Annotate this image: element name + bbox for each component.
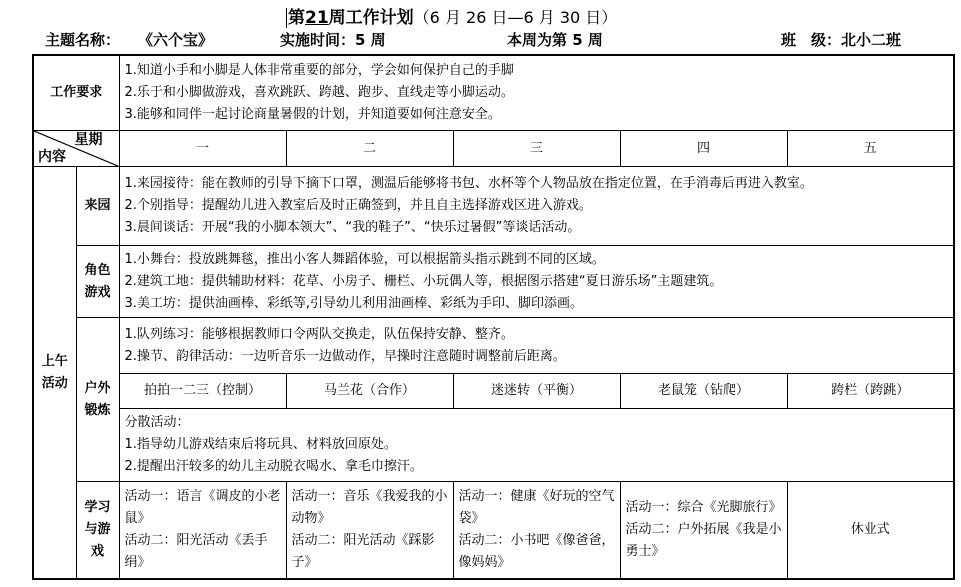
outdoor-content <box>119 318 954 373</box>
learning-tue <box>286 481 453 579</box>
text-cursor <box>286 8 287 28</box>
outdoor-row <box>33 318 954 373</box>
arrival-item: 2.个别指导：提醒幼儿进入教室后及时正确签到，并且自主选择游戏区进入游戏。 <box>124 198 592 214</box>
day-header-fri: 五 <box>787 131 954 167</box>
day-header-thu: 四 <box>620 131 787 167</box>
morning-activities-label <box>33 167 76 579</box>
learning-row <box>33 481 954 579</box>
learning-activity-1: 活动一：语言《调皮的小老鼠》 <box>124 488 281 526</box>
outdoor-daily-row <box>33 373 954 408</box>
page-title <box>286 3 617 28</box>
outdoor-label-line2: 锻炼 <box>84 402 111 418</box>
requirements-content <box>119 55 954 131</box>
week-number: 21 <box>305 8 329 28</box>
requirement-item: 1.知道小手和小脚是人体非常重要的部分，学会如何保护自己的手脚 <box>124 63 514 79</box>
day-header-tue: 二 <box>286 131 453 167</box>
role-play-item: 2.建筑工地：提供辅助材料：花草、小房子、栅栏、小玩偶人等，根据图示搭建“夏日游乐场”主题建筑。 <box>124 273 723 289</box>
learning-fri: 休业式 <box>787 481 954 579</box>
current-week: 本周为第 5 周 <box>507 31 603 49</box>
title-prefix: 第 <box>288 8 305 28</box>
outdoor-daily-mon: 拍拍一二三（控制） <box>119 373 286 408</box>
learning-label <box>76 481 119 579</box>
weekly-plan-table <box>32 54 955 580</box>
role-play-label-line1: 角色 <box>84 262 111 278</box>
duration: 实施时间：5 周 <box>280 31 386 49</box>
morning-label-line1: 上午 <box>41 353 68 369</box>
corner-weekday-label: 星期 <box>74 132 103 149</box>
scattered-row <box>33 409 954 482</box>
corner-diagonal-cell <box>33 131 119 167</box>
scattered-item: 分散活动： <box>124 414 190 430</box>
learning-activity-2: 活动二：阳光活动《踩影子》 <box>291 532 435 570</box>
theme-label: 主题名称： <box>45 31 121 49</box>
class-info: 班 级：北小二班 <box>781 31 902 49</box>
arrival-item: 3.晨间谈话：开展“我的小脚本领大”、“我的鞋子”、“快乐过暑假”等谈话活动。 <box>124 220 581 236</box>
learning-activity-1: 活动一：健康《好玩的空气袋》 <box>458 488 615 526</box>
day-header-mon: 一 <box>119 131 286 167</box>
days-header-row <box>33 131 954 167</box>
learning-thu <box>620 481 787 579</box>
arrival-label: 来园 <box>76 167 119 246</box>
outdoor-label-line1: 户外 <box>84 380 111 396</box>
requirement-item: 3.能够和同伴一起讨论商量暑假的计划，并知道要如何注意安全。 <box>124 107 501 123</box>
role-play-item: 3.美工坊：提供油画棒、彩纸等,引导幼儿利用油画棒、彩纸为手印、脚印添画。 <box>124 295 584 311</box>
learning-label-line2: 与游 <box>84 521 111 537</box>
requirement-item: 2.乐于和小脚做游戏，喜欢跳跃、跨越、跑步、直线走等小脚运动。 <box>124 85 514 101</box>
learning-label-line3: 戏 <box>91 543 105 559</box>
learning-activity-2: 活动二：阳光活动《丢手绢》 <box>124 532 268 570</box>
outdoor-daily-fri: 跨栏（跨跳） <box>787 373 954 408</box>
arrival-row <box>33 167 954 246</box>
date-range: （6 月 26 日—6 月 30 日） <box>413 8 618 27</box>
role-play-row <box>33 245 954 318</box>
day-header-wed: 三 <box>453 131 620 167</box>
outdoor-item: 2.操节、韵律活动：一边听音乐一边做动作，早操时注意随时调整前后距离。 <box>124 348 566 364</box>
requirements-row <box>33 55 954 131</box>
requirements-label: 工作要求 <box>33 55 119 131</box>
arrival-content <box>119 167 954 246</box>
role-play-label <box>76 245 119 318</box>
learning-wed <box>453 481 620 579</box>
scattered-item: 1.指导幼儿游戏结束后将玩具、材料放回原处。 <box>124 436 397 452</box>
arrival-item: 1.来园接待：能在教师的引导下摘下口罩，测温后能够将书包、水杯等个人物品放在指定位置，在手消毒后再进入教室。 <box>124 176 813 192</box>
role-play-content <box>119 245 954 318</box>
theme-value: 《六个宝》 <box>138 31 214 49</box>
outdoor-item: 1.队列练习：能够根据教师口令两队交换走，队伍保持安静、整齐。 <box>124 326 514 342</box>
learning-label-line1: 学习 <box>84 499 111 515</box>
outdoor-daily-tue: 马兰花（合作） <box>286 373 453 408</box>
learning-activity-1: 活动一：音乐《我爱我的小动物》 <box>291 488 448 526</box>
scattered-item: 2.提醒出汗较多的幼儿主动脱衣喝水、拿毛巾擦汗。 <box>124 458 423 474</box>
role-play-item: 1.小舞台：投放跳舞毯，推出小客人舞蹈体验，可以根据箭头指示跳到不同的区域。 <box>124 251 605 267</box>
corner-content-label: 内容 <box>38 149 66 166</box>
scattered-content <box>119 409 954 482</box>
morning-label-line2: 活动 <box>41 375 68 391</box>
learning-activity-2: 活动二：户外拓展《我是小勇士》 <box>625 521 782 559</box>
outdoor-label <box>76 318 119 481</box>
learning-mon <box>119 481 286 579</box>
learning-activity-2: 活动二：小书吧《像爸爸，像妈妈》 <box>458 532 615 570</box>
learning-activity-1: 活动一：综合《光脚旅行》 <box>625 499 782 515</box>
title-suffix: 周工作计划 <box>328 8 414 28</box>
role-play-label-line2: 游戏 <box>84 284 111 300</box>
outdoor-daily-thu: 老鼠笼（钻爬） <box>620 373 787 408</box>
outdoor-daily-wed: 迷迷转（平衡） <box>453 373 620 408</box>
